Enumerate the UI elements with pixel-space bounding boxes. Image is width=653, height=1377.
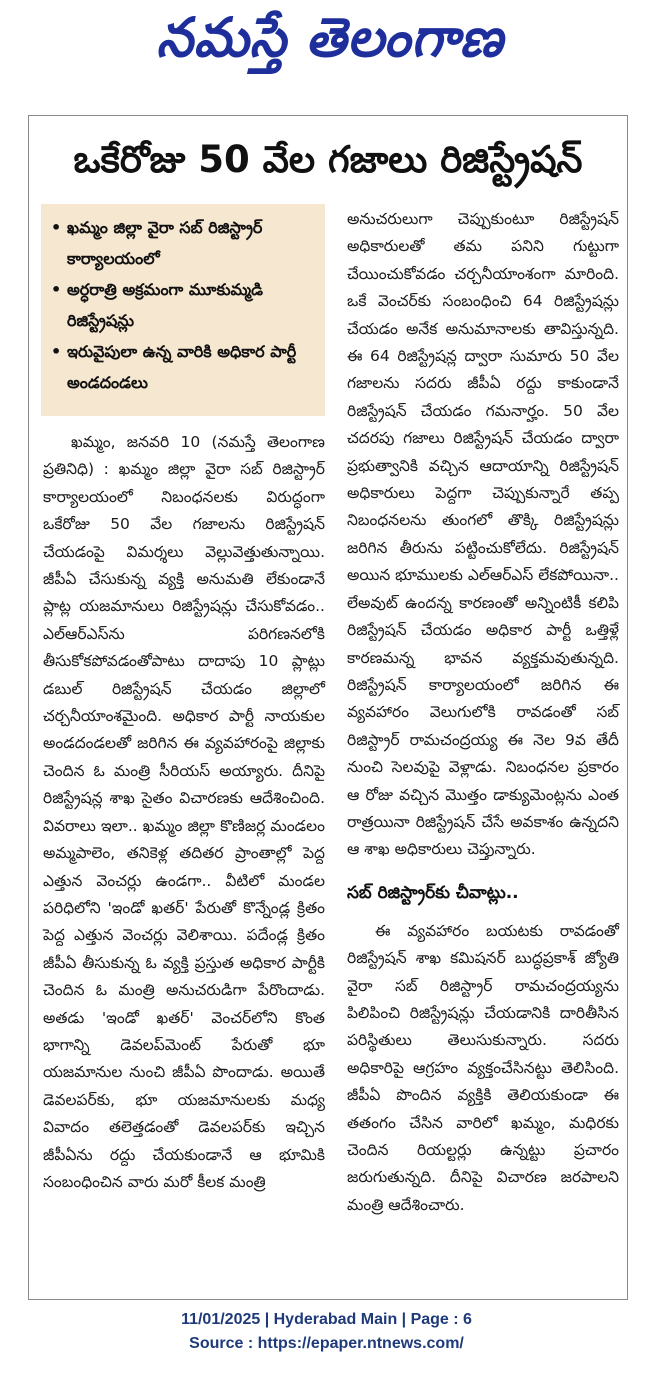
source-link[interactable]: Source : https://epaper.ntnews.com/ bbox=[189, 1335, 464, 1352]
body-paragraph: ఈ వ్యవహారం బయటకు రావడంతో రిజిస్ట్రేషన్ శాఖ కమిషనర్ బుద్ధప్రకాశ్ జ్యోతి వైరా సబ్ రిజిస్ట్రార్ రామచంద్రయ్యను పిలిపించి రిజిస్ట్రేషన్లు చేయడానికి దారితీసిన పరిస్థితులు తెలుసుకున్నారు. సదరు అధికారిపై ఆగ్రహం వ్యక్తంచేసినట్టు తెలిసింది. జీపీఏ పొందిన వ్యక్తికి తెలియకుండా ఈ తతంగం చేసిన వారిలో ఖమ్మం, మధిరకు చెందిన రియల్టర్లు ఉన్నట్టు ప్రచారం జరుగుతున్నది. దీనిపై విచారణ జరపాలని మంత్రి ఆదేశించారు. bbox=[347, 921, 619, 1214]
edition-info: 11/01/2025 | Hyderabad Main | Page : 6 bbox=[181, 1311, 472, 1328]
highlight-text: ఖమ్మం జిల్లా వైరా సబ్ రిజిస్ట్రార్ కార్యాలయంలో bbox=[67, 218, 263, 268]
highlights-box bbox=[41, 204, 325, 416]
article-headline: ఒకేరోజు 50 వేల గజాలు రిజిస్ట్రేషన్ bbox=[73, 138, 583, 181]
highlight-item bbox=[51, 212, 319, 274]
bullet-icon: • bbox=[51, 218, 62, 237]
highlight-item bbox=[51, 274, 319, 336]
sub-heading: సబ్ రిజిస్ట్రార్‌కు చీవాట్లు.. bbox=[347, 882, 519, 903]
highlight-item bbox=[51, 336, 319, 398]
news-article bbox=[28, 115, 628, 1300]
bullet-icon: • bbox=[51, 342, 62, 361]
highlight-text: ఇరువైపులా ఉన్న వారికి అధికార పార్టీ అండదండలు bbox=[67, 342, 297, 392]
body-paragraph: ఖమ్మం, జనవరి 10 (నమస్తే తెలంగాణ ప్రతినిధి) : ఖమ్మం జిల్లా వైరా సబ్ రిజిస్ట్రార్ కార్యాలయంలో నిబంధనలకు విరుద్ధంగా ఒకేరోజు 50 వేల గజాలను రిజిస్ట్రేషన్ చేయడంపై విమర్శలు వెల్లువెత్తుతున్నాయి. జీపీఏ చేసుకున్న వ్యక్తి అనుమతి లేకుండానే ప్లాట్ల యజమానులు రిజిస్ట్రేషన్లు చేసుకోవడం.. ఎల్ఆర్ఎస్‌ను పరిగణనలోకి తీసుకోకపోవడంతోపాటు దాదాపు 10 ప్లాట్లు డబుల్ రిజిస్ట్రేషన్ చేయడం జిల్లాలో చర్చనీయాంశమైంది. అధికార పార్టీ నాయకుల అండదండలతో జరిగిన ఈ వ్యవహారంపై జిల్లాకు చెందిన ఓ మంత్రి సీరియస్ అయ్యారు. దీనిపై రిజిస్ట్రేషన్ల శాఖ సైతం విచారణకు ఆదేశించింది. వివరాలు ఇలా.. ఖమ్మం జిల్లా కొణిజర్ల మండలం అమ్మపాలెం, తనికెళ్ల తదితర ప్రాంతాల్లో పెద్ద ఎత్తున వెంచర్లు ఉండగా.. వీటిలో మండల పరిధిలోని 'ఇండో ఖతర్' పేరుతో కొన్నేండ్ల క్రితం పెద్ద ఎత్తున వెంచర్లు వెలిశాయి. పదేండ్ల క్రితం జీపీఏ తీసుకున్న ఓ వ్యక్తి ప్రస్తుత అధికార పార్టీకి చెందిన ఓ మంత్రి అనుచరుడిగా పేరొందాడు. అతడు 'ఇండో ఖతర్' వెంచర్‌లోని కొంత భాగాన్ని డెవలప్‌మెంట్ పేరుతో భూ యజమానుల నుంచి జీపీఏ పొందాడు. అయితే డెవలపర్‌కు, భూ యజమానులకు మధ్య వివాదం తలెత్తడంతో డెవలపర్‌కు ఇచ్చిన జీపీఏను రద్దు చేయకుండానే ఆ భూమికి సంబంధించిన వారు మరో కీలక మంత్రి bbox=[43, 433, 325, 1191]
masthead bbox=[0, 0, 653, 100]
body-paragraph: అనుచరులుగా చెప్పుకుంటూ రిజిస్ట్రేషన్ అధికారులతో తమ పనిని గుట్టుగా చేయించుకోవడం చర్చనీయాంశంగా మారింది. ఒకే వెంచర్‌కు సంబంధించి 64 రిజిస్ట్రేషన్లు చేయడం అనేక అనుమానాలకు తావిస్తున్నది. ఈ 64 రిజిస్ట్రేషన్ల ద్వారా సుమారు 50 వేల గజాలను సదరు జీపీఏ రద్దు కాకుండానే రిజిస్ట్రేషన్ చేయడం గమనార్హం. 50 వేల చదరపు గజాలు రిజిస్ట్రేషన్ చేయడం ద్వారా ప్రభుత్వానికి వచ్చిన ఆదాయాన్ని రిజిస్ట్రేషన్ అధికారులు పెద్దగా చెప్పుకున్నారే తప్ప నిబంధనలను తుంగలో తొక్కి రిజిస్ట్రేషన్లు జరిగిన తీరును పట్టించుకోలేదు. రిజిస్ట్రేషన్ అయిన భూములకు ఎల్ఆర్ఎస్ లేకపోయినా.. లేఅవుట్ ఉందన్న కారణంతో అన్నింటికీ కలిపి రిజిస్ట్రేషన్ చేయడం అధికార పార్టీ ఒత్తిళ్లే కారణమన్న భావన వ్యక్తమవుతున్నది. రిజిస్ట్రేషన్ కార్యాలయంలో జరిగిన ఈ వ్యవహారం వెలుగులోకి రావడంతో సబ్ రిజిస్ట్రార్ రామచంద్రయ్య ఈ నెల 9వ తేదీ నుంచి సెలవుపై వెళ్లాడు. నిబంధనల ప్రకారం ఆ రోజు వచ్చిన మొత్తం డాక్యుమెంట్లను ఎంత రాత్రయినా రిజిస్ట్రేషన్ చేసే అవకాశం ఉన్నదని ఆ శాఖ అధికారులు చెప్తున్నారు. bbox=[347, 210, 619, 859]
bullet-icon: • bbox=[51, 280, 62, 299]
article-column-left bbox=[43, 429, 325, 1196]
article-column-right bbox=[347, 206, 619, 1219]
highlight-text: అర్ధరాత్రి అక్రమంగా మూకుమ్మడి రిజిస్ట్రేషన్లు bbox=[67, 280, 264, 330]
newspaper-logo: నమస్తే తెలంగాణ bbox=[156, 6, 504, 69]
page-footer bbox=[0, 1308, 653, 1356]
